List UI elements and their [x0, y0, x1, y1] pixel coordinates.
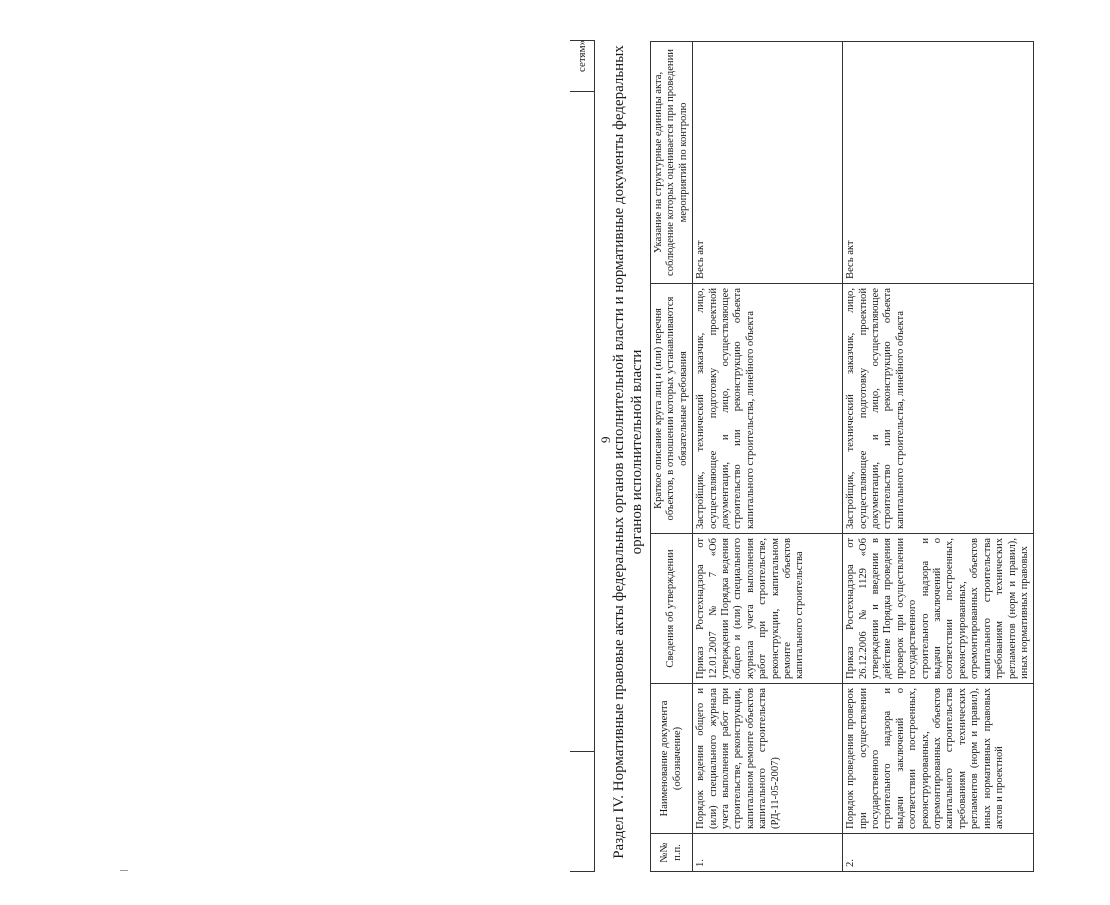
table-row	[843, 42, 1034, 872]
page-number: 9	[598, 436, 613, 443]
row-document-name: Порядок проведения проверок при осуществлении государственного строительного надзора и выдачи заключений о соответствии построенных, реконструированных, отремонтированных объектов капитального строительства требованиям технических регламентов (норм и правил), иных нормативных правовых актов и проектной	[843, 684, 1034, 834]
documents-table	[650, 41, 1034, 872]
row-structural-units: Весь акт	[693, 42, 843, 284]
header-document-name: Наименование документа (обозначение)	[651, 684, 693, 834]
row-scope: Застройщик, технический заказчик, лицо, осуществляющее подготовку проектной документации, и лицо, осуществляющее строительство или реконструкцию объекта капитального строительства, линейного объекта	[843, 284, 1034, 534]
section-title: Раздел IV. Нормативные правовые акты федеральных органов исполнительной власти и нормативные документы федеральных органов исполнительной власти	[611, 45, 645, 859]
row-number: 2.	[843, 834, 1034, 872]
row-structural-units: Весь акт	[843, 42, 1034, 284]
rotated-page	[570, 32, 1110, 872]
fragment-cell	[570, 751, 595, 872]
row-scope: Застройщик, технический заказчик, лицо, осуществляющее подготовку проектной документации, и лицо, осуществляющее строительство или реконструкцию объекта капитального строительства, линейного объекта	[693, 284, 843, 534]
table-row	[693, 42, 843, 872]
header-approval-info: Сведения об утверждении	[651, 534, 693, 684]
fragment-cell	[570, 91, 595, 752]
margin-mark	[120, 870, 128, 871]
previous-table-fragment	[570, 32, 600, 872]
header-number: №№ п.п.	[651, 834, 693, 872]
header-structural-units: Указание на структурные единицы акта, соблюдение которых оценивается при проведении мероприятий по контролю	[651, 42, 693, 284]
fragment-text: сетям»	[576, 39, 588, 72]
table-header-row	[651, 42, 693, 872]
row-approval-info: Приказ Ростехнадзора от 26.12.2006 № 1129 «Об утверждении и введении в действие Порядка проведения проверок при осуществлении государственного строительного надзора и выдачи заключений о соответствии построенных, реконструированных, отремонтированных объектов капитального строительства требованиям технических регламентов (норм и правил), иных нормативных правовых	[843, 534, 1034, 684]
row-number: 1.	[693, 834, 843, 872]
header-scope: Краткое описание круга лиц и (или) перечня объектов, в отношении которых устанавливаются обязательные требования	[651, 284, 693, 534]
row-approval-info: Приказ Ростехнадзора от 12.01.2007 № 7 «Об утверждении Порядка ведения общего и (или) специального журнала учета выполнения работ при строительстве, реконструкции, капитальном ремонте объектов капитального строительства	[693, 534, 843, 684]
row-document-name: Порядок ведения общего и (или) специального журнала учета выполнения работ при строительстве, реконструкции, капитальном ремонте объектов капитального строительства (РД-11-05-2007)	[693, 684, 843, 834]
